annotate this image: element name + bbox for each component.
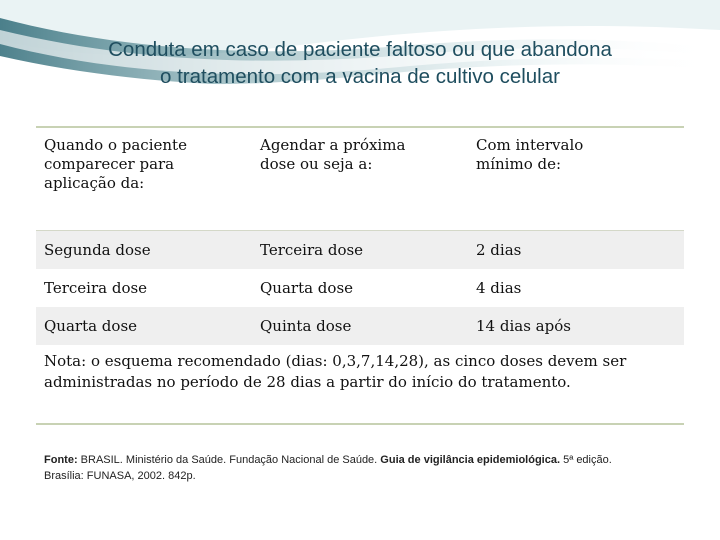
slide-title [20, 36, 700, 90]
source-citation [44, 452, 684, 484]
table-cell: Terceira dose [36, 269, 252, 307]
header-text: Com intervalo [476, 136, 584, 154]
note-line-1: Nota: o esquema recomendado (dias: 0,3,7,14,28), as cinco doses devem ser [44, 352, 627, 370]
header-text: Agendar a próxima [260, 136, 406, 154]
source-label: Fonte: [44, 454, 78, 466]
table-cell: Segunda dose [36, 231, 252, 270]
source-line-1 [44, 452, 684, 468]
header-text: dose ou seja a: [260, 155, 373, 173]
source-line-2: Brasília: FUNASA, 2002. 842p. [44, 470, 196, 482]
table-row [36, 231, 684, 270]
slide-title-line-2: o tratamento com a vacina de cultivo celular [160, 65, 560, 88]
table-cell: 2 dias [468, 231, 684, 270]
header-text: Quando o paciente [44, 136, 187, 154]
table-cell: 14 dias após [468, 307, 684, 345]
dose-schedule-table [36, 126, 684, 425]
table-cell: Quarta dose [252, 269, 468, 307]
source-text-a: BRASIL. Ministério da Saúde. Fundação Nacional de Saúde. [77, 454, 381, 466]
header-text: comparecer para [44, 155, 175, 173]
header-cell-next-dose [252, 127, 468, 231]
note-line-2: administradas no período de 28 dias a partir do início do tratamento. [44, 373, 571, 391]
slide-title-line-1: Conduta em caso de paciente faltoso ou que abandona [108, 38, 612, 61]
source-book-title: Guia de vigilância epidemiológica. [380, 454, 561, 466]
table-cell: Terceira dose [252, 231, 468, 270]
table-cell: Quarta dose [36, 307, 252, 345]
table-row [36, 269, 684, 307]
header-cell-attendance [36, 127, 252, 231]
table-row [36, 307, 684, 345]
header-text: aplicação da: [44, 174, 145, 192]
header-text: mínimo de: [476, 155, 562, 173]
table-cell: 4 dias [468, 269, 684, 307]
header-cell-interval [468, 127, 684, 231]
table-cell: Quinta dose [252, 307, 468, 345]
table-note-row [36, 345, 684, 424]
source-text-b: 5ª edição. [560, 454, 612, 466]
table-note [36, 345, 684, 424]
table-header-row [36, 127, 684, 231]
